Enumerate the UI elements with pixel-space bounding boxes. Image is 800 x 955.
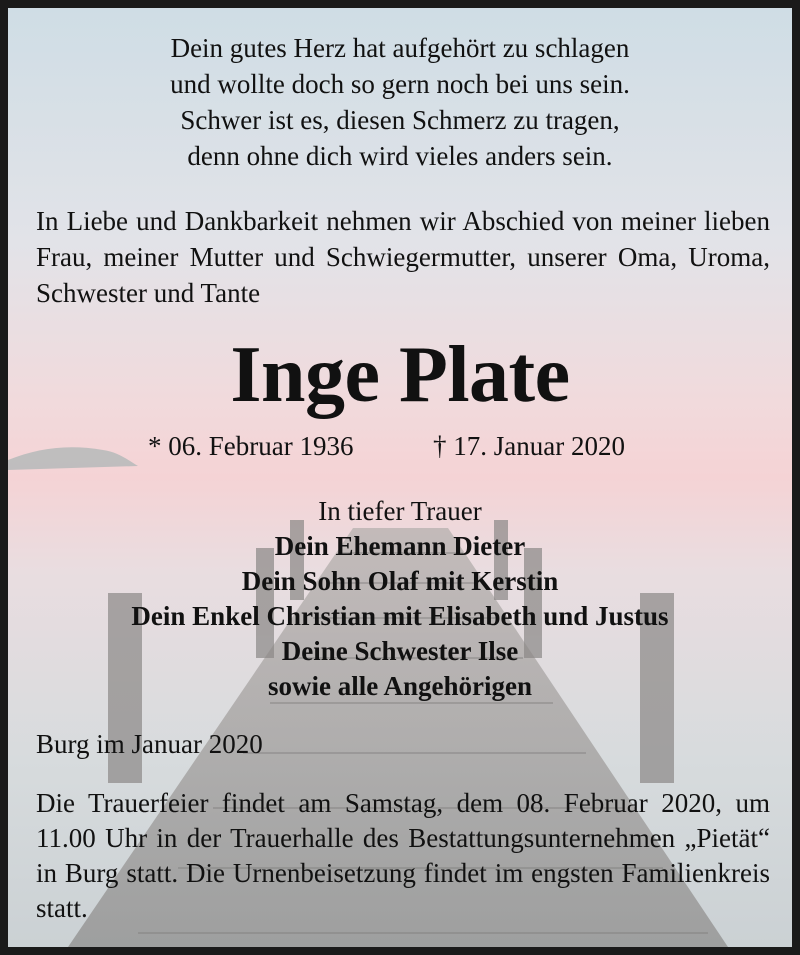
place-date: Burg im Januar 2020 <box>36 729 263 759</box>
obituary-card <box>8 8 792 947</box>
mourner-line: Dein Enkel Christian mit Elisabeth und Justus <box>131 601 669 631</box>
poem-line: Dein gutes Herz hat aufgehört zu schlagen <box>170 33 630 63</box>
mourners-list <box>8 529 792 704</box>
intro-text: In Liebe und Dankbarkeit nehmen wir Abschied von meiner lieben Frau, meiner Mutter und Schwiegermutter, unserer Oma, Uroma, Schwester und Tante <box>36 206 770 308</box>
poem-line: Schwer ist es, diesen Schmerz zu tragen, <box>180 105 620 135</box>
mourner-line: Deine Schwester Ilse <box>281 636 519 666</box>
poem-line: denn ohne dich wird vieles anders sein. <box>187 141 613 171</box>
mourner-line: Dein Ehemann Dieter <box>274 531 526 561</box>
mourning-heading: In tiefer Trauer <box>318 496 482 526</box>
service-info: Die Trauerfeier findet am Samstag, dem 08. Februar 2020, um 11.00 Uhr in der Trauerhalle des Bestattungsunternehmen „Pietät“ in Burg statt. Die Urnenbeisetzung findet im engsten Familienkreis statt. <box>36 788 770 923</box>
mourner-line: Dein Sohn Olaf mit Kerstin <box>241 566 559 596</box>
death-date: † 17. Januar 2020 <box>433 431 625 461</box>
poem-line: und wollte doch so gern noch bei uns sein. <box>170 69 630 99</box>
obituary-content <box>8 8 792 947</box>
mourner-line: sowie alle Angehörigen <box>268 671 532 701</box>
birth-date: * 06. Februar 1936 <box>148 431 354 461</box>
deceased-name: Inge Plate <box>230 331 570 419</box>
poem <box>8 30 792 174</box>
